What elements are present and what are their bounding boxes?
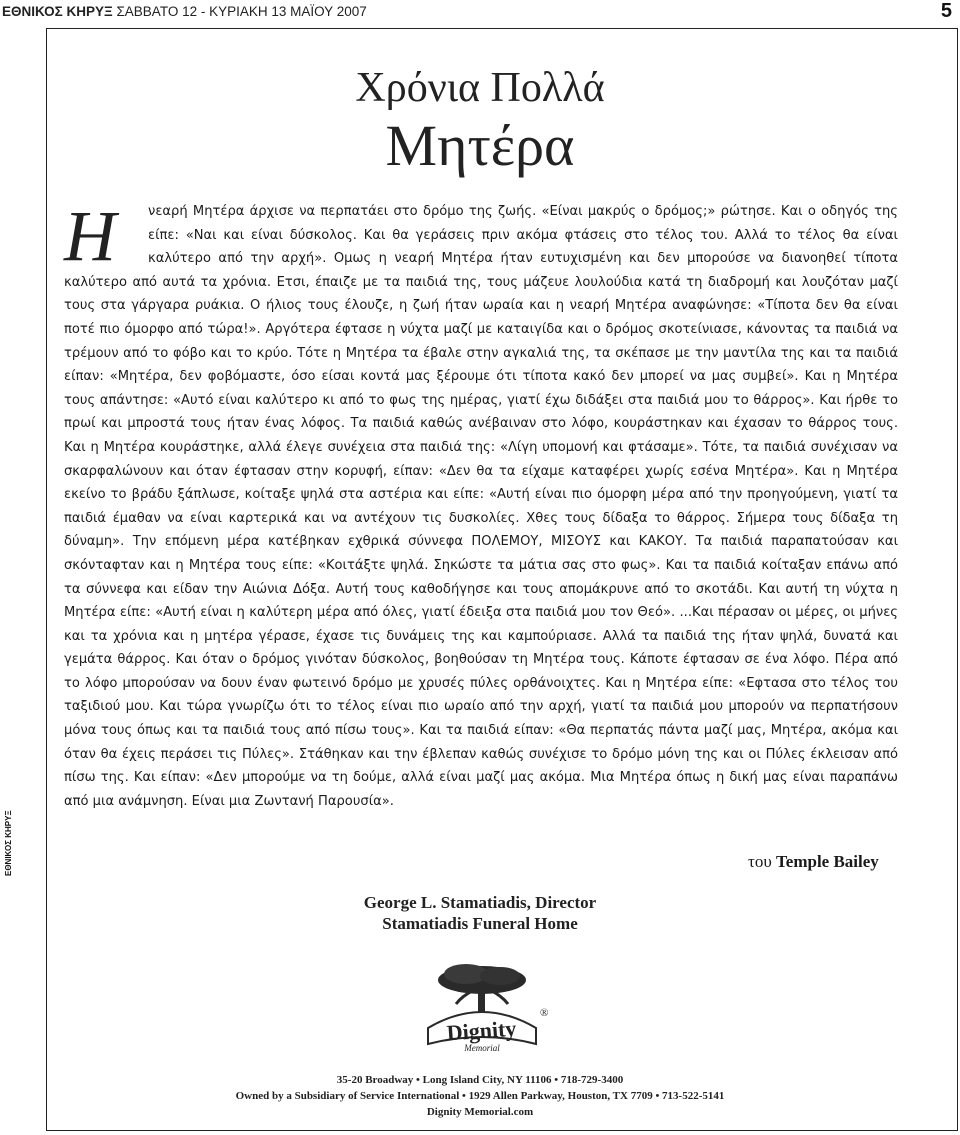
title-line1: Χρόνια Πολλά [355, 65, 605, 111]
logo-text: Dignity [445, 1015, 518, 1046]
logo-mark: ® [540, 1007, 549, 1019]
title-line2: Μητέρα [385, 113, 575, 178]
author-signature [748, 852, 879, 872]
logo-subtext: Memorial [464, 1043, 500, 1053]
signature-prefix: του [748, 852, 772, 871]
sponsor-home: Stamatiadis Funeral Home [382, 914, 578, 933]
header-line [2, 4, 367, 19]
newspaper-name: ΕΘΝΙΚΟΣ ΚΗΡΥΞ [2, 4, 113, 19]
page-header [0, 0, 960, 24]
sponsor-block [0, 892, 960, 934]
sponsor-director: George L. Stamatiadis, Director [363, 893, 597, 912]
page-number: 5 [940, 0, 952, 22]
footer-website[interactable]: Dignity Memorial.com [426, 1106, 534, 1118]
article-body: νεαρή Μητέρα άρχισε να περπατάει στο δρόμο της ζωής. «Είναι μακρύς ο δρόμος;» ρώτησε. Και ο οδηγός της είπε: «Ναι και είναι δύσκολος. Και θα γεράσεις πριν ακόμα φτάσεις στο τέλος του. Αλλά το τέλος θα είναι καλύτερο από την αρχή». Ομως η νεαρή Μητέρα ήταν ευτυχισμένη και δεν μπορούσε να διανοηθεί τίποτα καλύτερο από αυτά τα χρόνια. Ετσι, έπαιζε με τα παιδιά της, τους μάζευε λουλούδια κατά τη διαδρομή και λουζόταν μαζί τους στα γάργαρα ρυάκια. Ο ήλιος τους έλουζε, η ζωή ήταν ωραία και η νεαρή Μητέρα αναφώνησε: «Τίποτα δεν θα είναι ποτέ πιο όμορφο από τώρα!». Αργότερα έφτασε η νύχτα μαζί με καταιγίδα και ο δρόμος σκοτείνιασε, κάνοντας τα παιδιά να τρέμουν από το φόβο και το κρύο. Τότε η Μητέρα τα έβαλε στην αγκαλιά της, τα σκέπασε με την μαντίλα της και τα παιδιά είπαν: «Μητέρα, δεν φοβόμαστε, όσο είσαι κοντά μας ξέρουμε ότι τίποτα κακό δεν μπορεί να μας συμβεί». Και η Μητέρα τους απάντησε: «Αυτό είναι καλύτερο κι από το φως της ημέρας, γιατί έχω διδάξει στα παιδιά μου το θάρρος». Και ήρθε το πρωί και μπροστά τους ήταν ένας λόφος. Τα παιδιά καθώς ανέβαιναν στο λόφο, κουράστηκαν και έχασαν το θάρρος τους. Και η Μητέρα κουράστηκε, αλλά έλεγε συνέχεια στα παιδιά της: «Λίγη υπομονή και φτάσαμε». Τότε, τα παιδιά συνέχισαν να σκαρφαλώνουν και όταν έφτασαν στην κορυφή, είπαν: «Δεν θα τα είχαμε καταφέρει χωρίς εσένα Μητέρα». Και η Μητέρα εκείνο το βράδυ ξάπλωσε, κοίταξε ψηλά στα αστέρια και είπε: «Αυτή είναι πιο όμορφη μέρα από την προηγούμενη, γιατί τα παιδιά έμαθαν να είναι καρτερικά και να αντέχουν τις δυσκολίες. Χθες τους δίδαξα το θάρρος. Σήμερα τους δίδαξα τη δύναμη». Την επόμενη μέρα κατέβηκαν εχθρικά σύννεφα ΠΟΛΕΜΟΥ, ΜΙΣΟΥΣ και ΚΑΚΟΥ. Τα παιδιά παραπατούσαν και σκόνταφταν και η Μητέρα τους είπε: «Κοιτάξτε ψηλά. Σηκώστε τα μάτια σας στο φως». Και τα παιδιά κοίταξαν επάνω από τα σύννεφα και είδαν την Αιώνια Δόξα. Αυτή τους καθοδήγησε και τους απομάκρυνε από το σκοτάδι. Και αυτή τη νύχτα η Μητέρα είπε: «Αυτή είναι η καλύτερη μέρα από όλες, γιατί έδειξα στα παιδιά μου τον Θεό». ...Και πέρασαν οι μέρες, οι μήνες και τα χρόνια και η μητέρα γέρασε, έχασε τις δυνάμεις της και καμπούριασε. Αλλά τα παιδιά της ήταν ψηλά, δυνατά και γεμάτα θάρρος. Και όταν ο δρόμος γινόταν δύσκολος, βοηθούσαν τη Μητέρα τους. Κάποτε έφτασαν σε ένα λόφο. Πέρα από το λόφο μπορούσαν να δουν έναν φωτεινό δρόμο με χρυσές πύλες ορθάνοιχτες. Και η Μητέρα είπε: «Εφτασα στο τέλος του ταξιδιού μου. Και τώρα γνωρίζω ότι το τέλος είναι πιο ωραίο από την αρχή, γιατί τα παιδιά μου μπορούν να περπατήσουν μόνα τους όπως και τα παιδιά τους από πίσω τους». Και τα παιδιά είπαν: «Θα περπατάς πάντα μαζί μας, Μητέρα, ακόμα και όταν θα έχεις περάσει τις Πύλες». Στάθηκαν και την έβλεπαν καθώς συνέχισε το δρόμο μόνη της και οι Πύλες έκλεισαν από πίσω της. Και είπαν: «Δεν μπορούμε να τη δούμε, αλλά είναι μαζί μας ακόμα. Μια Μητέρα όπως η δική μας είναι παραπάνω από μια ανάμνηση. Είναι μια Ζωντανή Παρουσία». [64, 204, 898, 809]
footer-address: 35-20 Broadway • Long Island City, NY 11106 • 718-729-3400 [336, 1074, 624, 1086]
dropcap-letter: Η [64, 196, 116, 276]
author-name: Temple Bailey [776, 852, 879, 871]
dignity-logo [408, 960, 556, 1054]
issue-date: ΣΑΒΒΑΤΟ 12 - ΚΥΡΙΑΚΗ 13 ΜΑΪΟΥ 2007 [116, 4, 367, 19]
side-label: ΕΘΝΙΚΟΣ ΚΗΡΥΞ [4, 810, 13, 876]
footer-owner: Owned by a Subsidiary of Service International • 1929 Allen Parkway, Houston, TX 7709 • 713-522-5141 [235, 1090, 725, 1102]
